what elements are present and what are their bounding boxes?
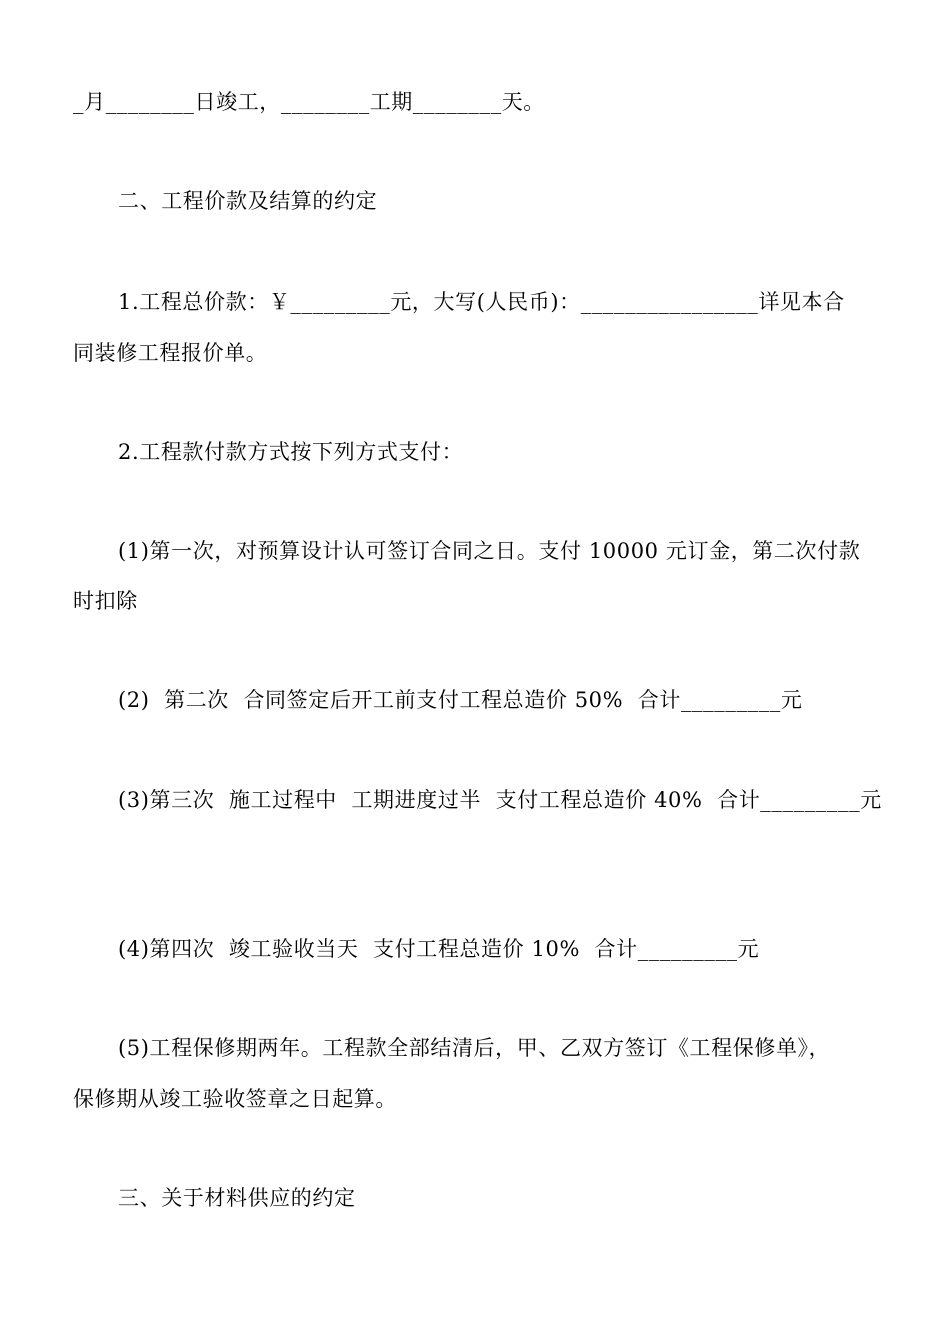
payment-item-1: (1)第一次，对预算设计认可签订合同之日。支付 10000 元订金，第二次付款 xyxy=(118,539,861,563)
total-price-line: 1.工程总价款：￥_________元，大写(人民币)：________________详见本合 xyxy=(118,290,845,314)
payment-item-2: (2) 第二次 合同签定后开工前支付工程总造价 50% 合计_________元 xyxy=(118,688,803,712)
total-price-line-cont: 同装修工程报价单。 xyxy=(73,341,268,365)
completion-date-line: _月________日竣工，________工期________天。 xyxy=(73,90,545,114)
section-three-heading: 三、关于材料供应的约定 xyxy=(118,1186,356,1210)
payment-item-5: (5)工程保修期两年。工程款全部结清后，甲、乙双方签订《工程保修单》， xyxy=(118,1036,831,1060)
payment-item-1-cont: 时扣除 xyxy=(73,589,138,613)
payment-item-4: (4)第四次 竣工验收当天 支付工程总造价 10% 合计_________元 xyxy=(118,937,760,961)
payment-method-line: 2.工程款付款方式按下列方式支付： xyxy=(118,440,464,464)
section-two-heading: 二、工程价款及结算的约定 xyxy=(118,189,378,213)
payment-item-5-cont: 保修期从竣工验收签章之日起算。 xyxy=(73,1087,397,1111)
payment-item-3: (3)第三次 施工过程中 工期进度过半 支付工程总造价 40% 合计_________元 xyxy=(118,788,882,812)
